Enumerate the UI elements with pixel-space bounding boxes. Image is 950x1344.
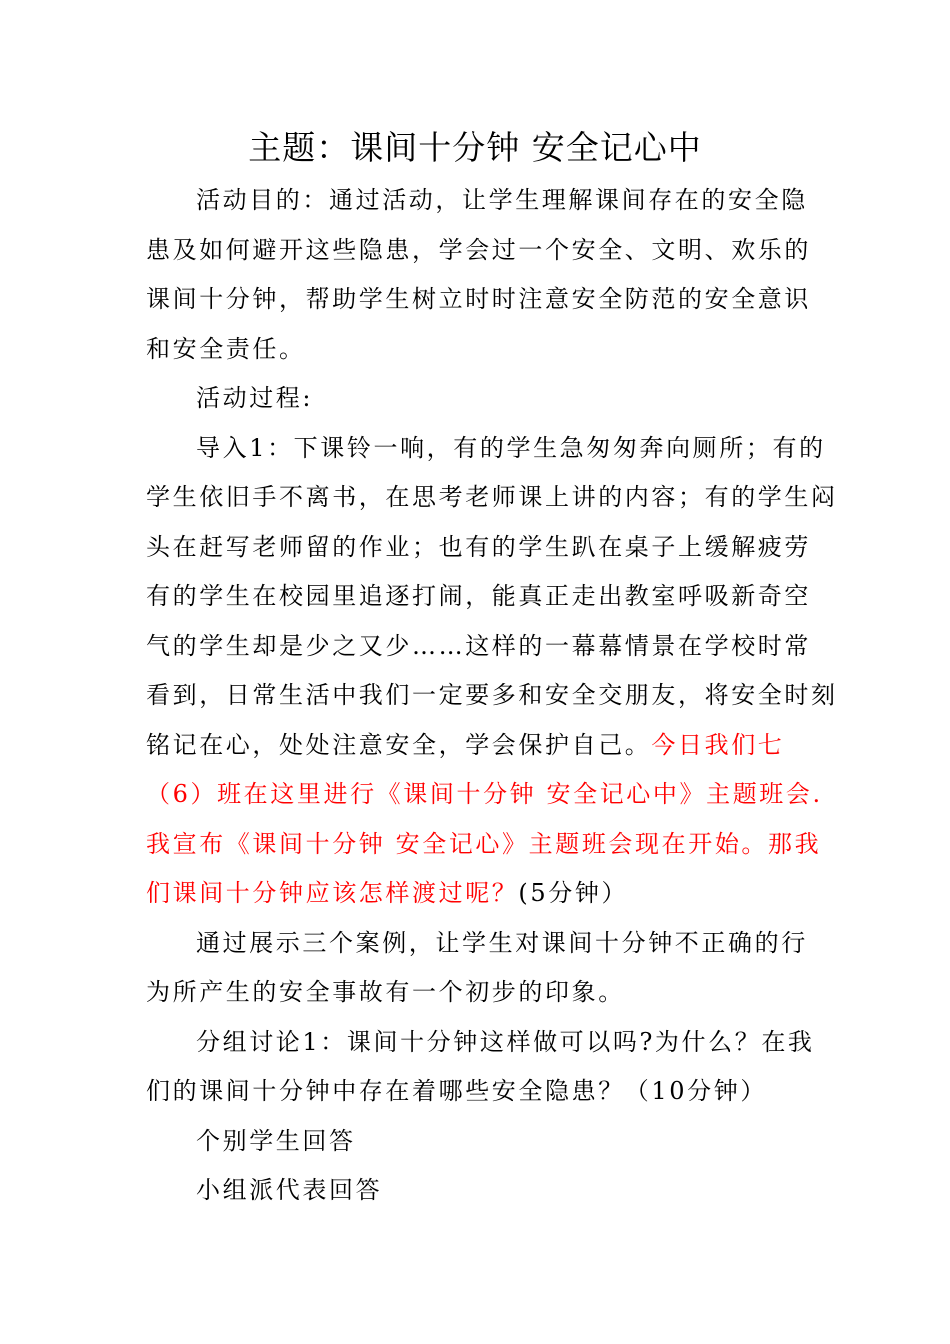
paragraph-line (146, 226, 811, 276)
paragraph-line (146, 721, 808, 771)
paragraph-line (146, 572, 811, 622)
line-text: 课间十分钟，帮助学生树立时时注意安全防范的安全意识 (146, 285, 811, 313)
line-text: 为所产生的安全事故有一个初步的印象。 (146, 978, 625, 1006)
paragraph-line (146, 869, 808, 919)
line-text: 们的课间十分钟中存在着哪些安全隐患？（10分钟） (146, 1077, 767, 1105)
paragraph-line (146, 919, 808, 969)
document-body (146, 176, 838, 1216)
paragraph-line (146, 325, 808, 375)
line-text: 活动目的：通过活动，让学生理解课间存在的安全隐 (196, 186, 808, 214)
line-text: (5分钟） (518, 879, 629, 907)
line-text: 铭记在心，处处注意安全，学会保护自己。 (146, 730, 652, 759)
line-text: 气的学生却是少之又少……这样的一幕幕情景在学校时常 (146, 631, 811, 660)
highlighted-text: 们课间十分钟应该怎样渡过呢？ (146, 879, 519, 907)
paragraph-line (146, 1166, 808, 1216)
line-text: 看到，日常生活中我们一定要多和安全交朋友，将安全时刻 (146, 681, 838, 709)
paragraph-line (146, 473, 838, 523)
line-text: 小组派代表回答 (196, 1176, 383, 1204)
paragraph-line (146, 176, 808, 226)
paragraph-line (146, 671, 838, 721)
section-heading (146, 374, 808, 424)
line-text: 学生依旧手不离书，在思考老师课上讲的内容；有的学生闷 (146, 483, 838, 511)
line-text: 患及如何避开这些隐患，学会过一个安全、文明、欢乐的 (146, 235, 811, 264)
line-text: 导入1：下课铃一响，有的学生急匆匆奔向厕所；有的 (196, 433, 826, 462)
paragraph-line (146, 622, 811, 672)
paragraph-line (146, 523, 811, 573)
paragraph-line (146, 1018, 815, 1068)
line-text: 头在赶写老师留的作业；也有的学生趴在桌子上缓解疲劳 (146, 532, 811, 561)
line-text: （6）班在这里进行《课间十分钟 安全记心中》主题班会. (146, 780, 823, 808)
paragraph-line (146, 275, 811, 325)
paragraph-line (146, 968, 808, 1018)
line-text: 和安全责任。 (146, 334, 306, 363)
line-text: 通过展示三个案例，让学生对课间十分钟不正确的行 (196, 928, 808, 957)
paragraph-line (146, 424, 826, 474)
paragraph-line (146, 1067, 808, 1117)
line-text: 个别学生回答 (196, 1126, 356, 1155)
document-title: 主题：课间十分钟 安全记心中 (248, 128, 702, 167)
paragraph-line (146, 1117, 808, 1167)
highlighted-line (146, 770, 823, 820)
line-text: 分组讨论1：课间十分钟这样做可以吗?为什么？在我 (196, 1027, 815, 1056)
highlighted-line (146, 820, 822, 870)
line-text: 有的学生在校园里追逐打闹，能真正走出教室呼吸新奇空 (146, 582, 811, 610)
highlighted-text: 今日我们七 (651, 730, 785, 759)
line-text: 活动过程: (196, 384, 314, 412)
line-text: 我宣布《课间十分钟 安全记心》主题班会现在开始。那我 (146, 829, 822, 858)
